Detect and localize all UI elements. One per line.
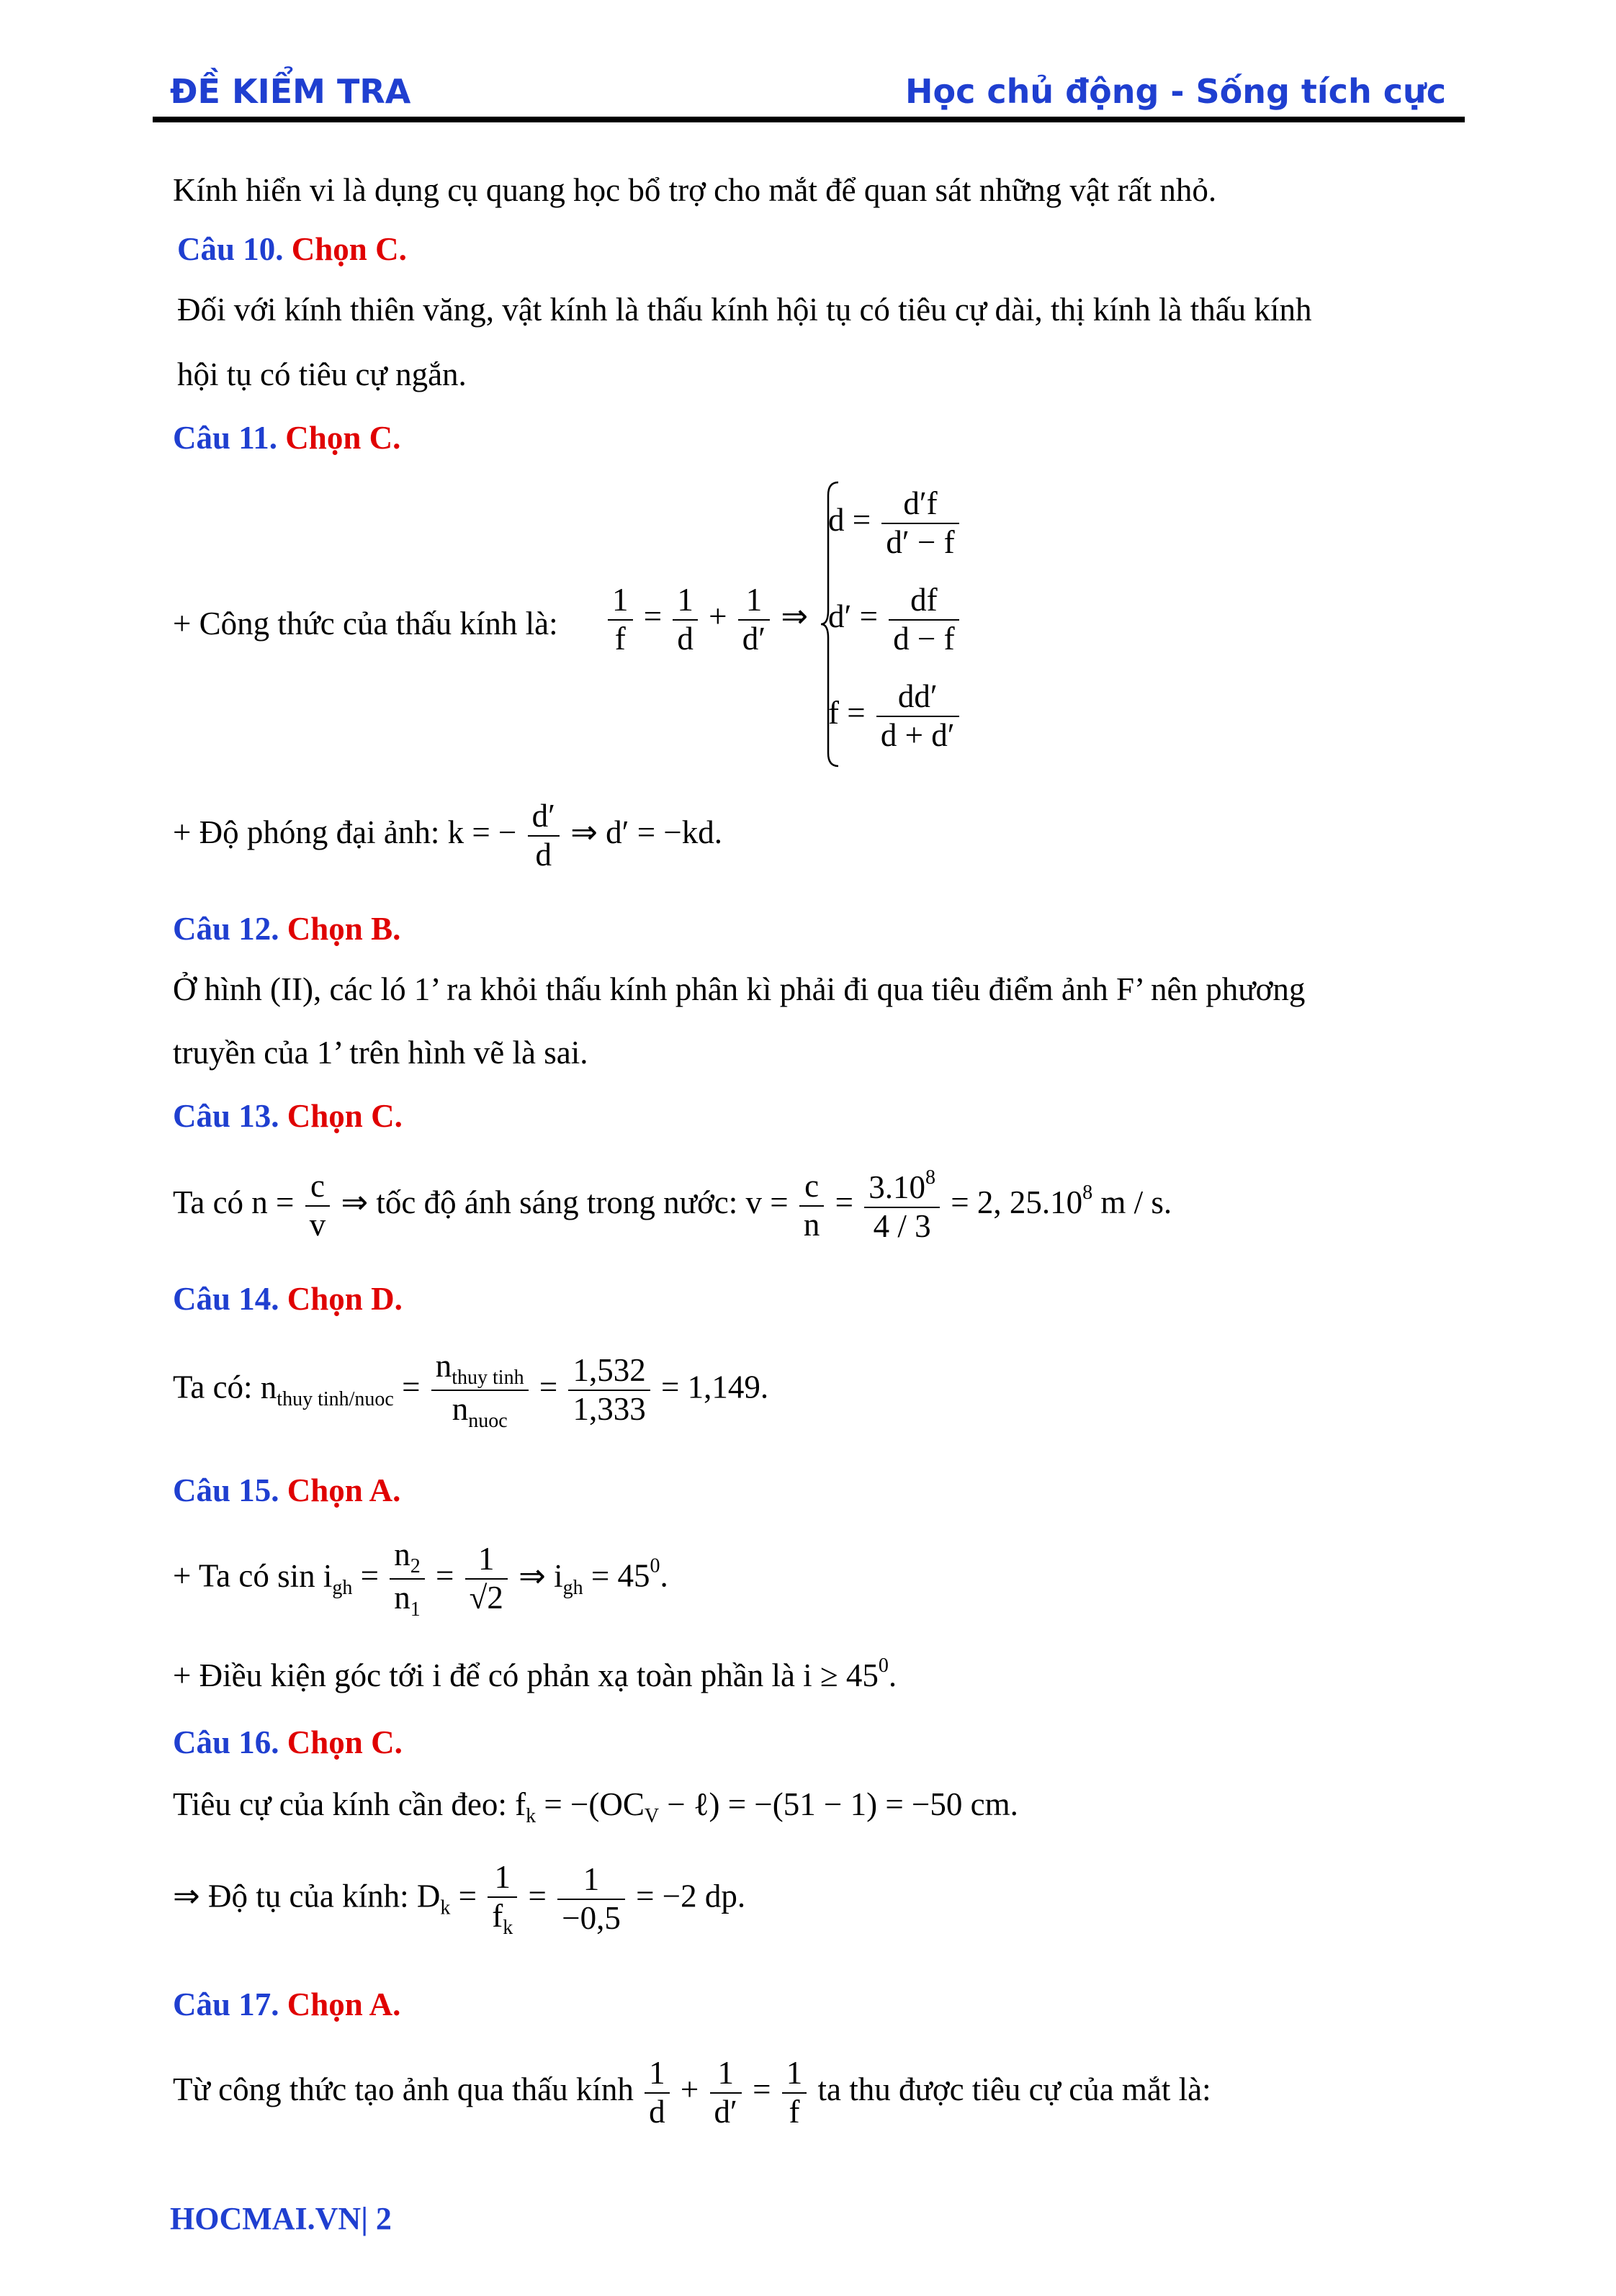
q15-number: Câu 15.	[173, 1472, 279, 1508]
q10-choice: Chọn C.	[291, 231, 407, 267]
q15-condition: + Điều kiện góc tới i để có phản xạ toàn phần là $i \ge 45^0$.	[173, 1655, 897, 1693]
q16-line2: ⇒ Độ tụ của kính: $D_k$ = $\frac{1}{f_k}$ = $\frac{1}{-0,5}$ = −2 dp.	[173, 1859, 746, 1939]
q12-number: Câu 12.	[173, 911, 279, 947]
q15-heading	[173, 1472, 401, 1508]
q16-line1: Tiêu cự của kính cần đeo: $f_k = -(OC_V$ − ℓ) = −(51 − 1) = −50 cm.	[173, 1786, 1018, 1827]
lens-frac-d: $\frac{1}{d}$	[673, 582, 698, 658]
q15-choice: Chọn A.	[287, 1472, 401, 1508]
eq-f: f = $\frac{dd'}{d + d'}$	[828, 678, 962, 755]
q17-choice: Chọn A.	[287, 1986, 401, 2022]
lens-frac-f: $\frac{1}{f}$	[608, 582, 633, 658]
q11-choice: Chọn C.	[285, 420, 401, 456]
header-title: ĐỀ KIỂM TRA	[170, 72, 411, 111]
q16-heading	[173, 1726, 403, 1759]
q14-choice: Chọn D.	[287, 1281, 403, 1317]
q17-line: Từ công thức tạo ảnh qua thấu kính $\frac{1}{d}$ + $\frac{1}{d'}$ = $\frac{1}{f}$ ta thu được tiêu cự của mắt là:	[173, 2055, 1211, 2130]
q11-number: Câu 11.	[173, 420, 278, 456]
q10-line1: Đối với kính thiên văng, vật kính là thấu kính hội tụ có tiêu cự dài, thị kính là thấu kính	[177, 292, 1312, 328]
q13-choice: Chọn C.	[287, 1098, 403, 1134]
lens-formula: $\frac{1}{f}$ = $\frac{1}{d}$ + $\frac{1}{d'}$ ⇒	[605, 582, 808, 658]
lens-frac-dp: $\frac{1}{d'}$	[738, 582, 770, 658]
header-divider	[153, 117, 1465, 122]
q12-line1: Ở hình (II), các ló 1’ ra khỏi thấu kính phân kì phải đi qua tiêu điểm ảnh F’ nên phương	[173, 971, 1306, 1007]
q17-number: Câu 17.	[173, 1986, 279, 2022]
magnification-line: + Độ phóng đại ảnh: k = − $\frac{d'}{d}$ ⇒ d′ = −kd.	[173, 798, 722, 873]
q14-heading	[173, 1283, 403, 1315]
q13-formula: Ta có n = $\frac{c}{v}$ ⇒ tốc độ ánh sáng trong nước: v = $\frac{c}{n}$ = $\frac{3.10^8}{4 / 3}$ = 2, 25.10$^8$ m / s.	[173, 1166, 1172, 1244]
q16-choice: Chọn C.	[287, 1724, 403, 1760]
q11-heading	[173, 422, 400, 454]
q13-heading	[173, 1100, 403, 1133]
footer-page-number: HOCMAI.VN| 2	[170, 2201, 392, 2236]
q16-number: Câu 16.	[173, 1724, 279, 1760]
q12-line2: truyền của 1’ trên hình vẽ là sai.	[173, 1035, 588, 1071]
q15-formula: + Ta có $\sin i_{gh}$ = $\frac{n_2}{n_1}$ = $\frac{1}{√2}$ ⇒ $i_{gh} = 45^0$.	[173, 1536, 668, 1621]
q13-number: Câu 13.	[173, 1098, 279, 1134]
eq-d: d = $\frac{d'f}{d' - f}$	[828, 485, 962, 562]
q11-formula-label: + Công thức của thấu kính là:	[173, 605, 558, 641]
q14-formula: Ta có: $n_{thuy tinh/nuoc}$ = $\frac{n_{thuy tinh}}{n_{nuoc}}$ = $\frac{1,532}{1,333}$ = 1,149.	[173, 1348, 769, 1433]
eq-dp: d′ = $\frac{df}{d - f}$	[828, 582, 962, 658]
q10-line2: hội tụ có tiêu cự ngắn.	[177, 356, 467, 392]
q17-heading	[173, 1986, 401, 2022]
intro-line: Kính hiển vi là dụng cụ quang học bổ trợ cho mắt để quan sát những vật rất nhỏ.	[173, 172, 1217, 208]
header-slogan: Học chủ động - Sống tích cực	[905, 72, 1446, 111]
q14-number: Câu 14.	[173, 1281, 279, 1317]
q12-heading	[173, 913, 400, 945]
q10-heading	[177, 233, 407, 266]
q12-choice: Chọn B.	[287, 911, 401, 947]
q10-number: Câu 10.	[177, 231, 284, 267]
